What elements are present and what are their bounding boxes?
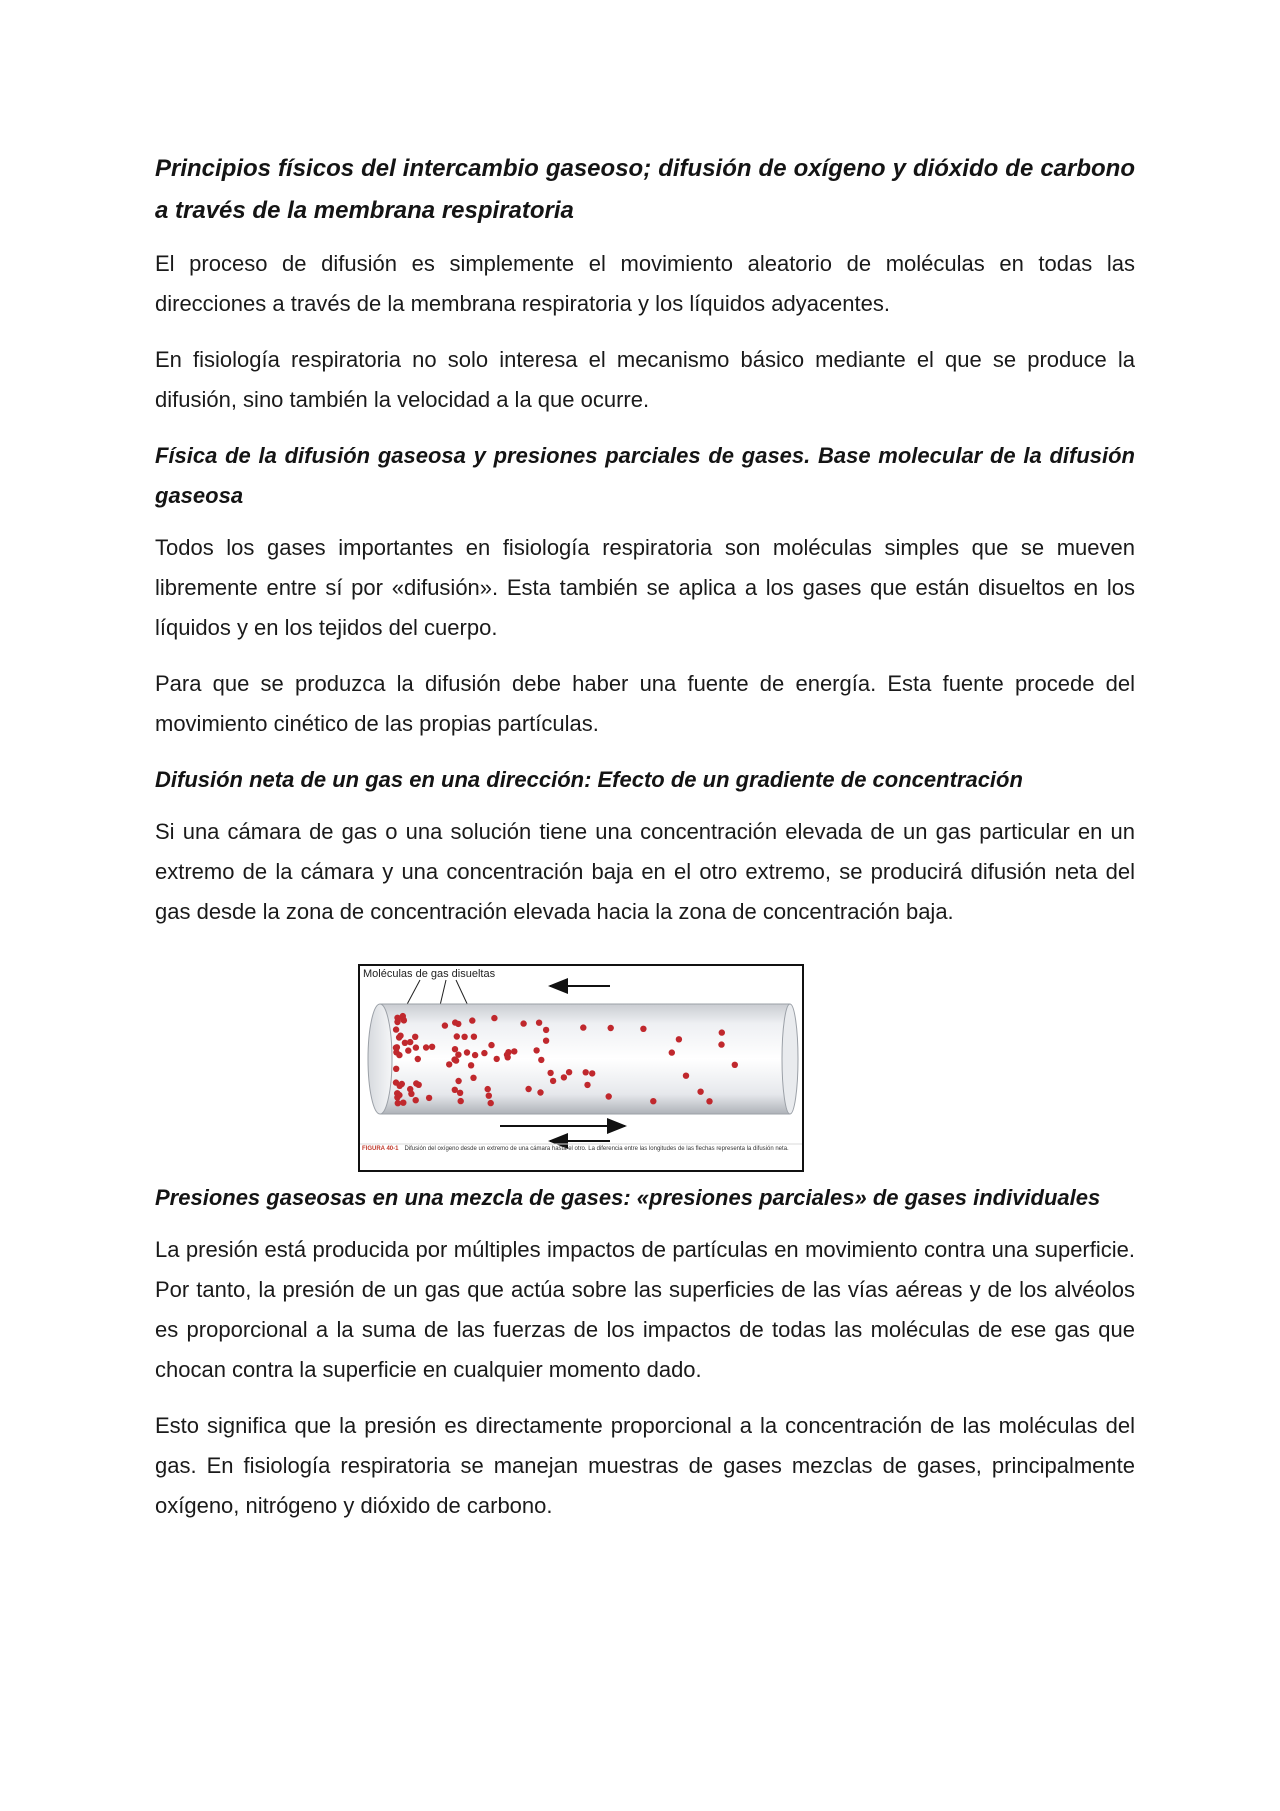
gas-particle <box>446 1061 452 1067</box>
gas-particle <box>538 1057 544 1063</box>
gas-particle <box>452 1046 458 1052</box>
document-body <box>155 148 1135 1542</box>
paragraph: Esto significa que la presión es directamente proporcional a la concentración de las moléculas del gas. En fisiología respiratoria se manejan muestras de gases mezclas de gases, principalmente oxígeno, nitrógeno y dióxido de carbono. <box>155 1413 1135 1518</box>
paragraph: Todos los gases importantes en fisiología respiratoria son moléculas simples que se mueven libremente entre sí por «difusión». Esta también se aplica a los gases que están disueltos en los líquidos y en los tejidos del cuerpo. <box>155 535 1135 640</box>
gas-particle <box>676 1036 682 1042</box>
gas-particle <box>536 1020 542 1026</box>
gas-particle <box>584 1082 590 1088</box>
gas-particle <box>494 1056 500 1062</box>
paragraph: Para que se produzca la difusión debe haber una fuente de energía. Esta fuente procede del movimiento cinético de las propias partículas. <box>155 671 1135 736</box>
gas-particle <box>525 1086 531 1092</box>
gas-particle <box>394 1019 400 1025</box>
paragraph: En fisiología respiratoria no solo interesa el mecanismo básico mediante el que se produce la difusión, sino también la velocidad a la que ocurre. <box>155 347 1135 412</box>
gas-particle <box>471 1034 477 1040</box>
gas-particle <box>543 1027 549 1033</box>
gas-particle <box>718 1041 724 1047</box>
figure-number: FIGURA 40-1 <box>362 1146 399 1152</box>
gas-particle <box>520 1020 526 1026</box>
gas-particle <box>413 1044 419 1050</box>
gas-particle <box>396 1092 402 1098</box>
gas-particle <box>505 1054 511 1060</box>
gas-particle <box>393 1066 399 1072</box>
gas-particle <box>423 1044 429 1050</box>
gas-particle <box>413 1097 419 1103</box>
gas-particle <box>732 1062 738 1068</box>
gas-particle <box>550 1078 556 1084</box>
gas-particle <box>486 1093 492 1099</box>
gas-particle <box>395 1100 401 1106</box>
figure <box>358 964 804 1172</box>
gas-particle <box>561 1074 567 1080</box>
paragraph: El proceso de difusión es simplemente el movimiento aleatorio de moléculas en todas las direcciones a través de la membrana respiratoria y los líquidos adyacentes. <box>155 251 1135 316</box>
section-heading: Presiones gaseosas en una mezcla de gases: «presiones parciales» de gases individuales <box>155 1185 1101 1210</box>
gas-particle <box>458 1098 464 1104</box>
gas-particle <box>533 1047 539 1053</box>
diffusion-figure <box>358 964 804 1172</box>
gas-particle <box>650 1098 656 1104</box>
gas-particle <box>442 1022 448 1028</box>
gas-particle <box>394 1044 400 1050</box>
gas-particle <box>606 1093 612 1099</box>
gas-particle <box>580 1024 586 1030</box>
gas-particle <box>485 1086 491 1092</box>
gas-particle <box>461 1034 467 1040</box>
gas-particle <box>547 1070 553 1076</box>
gas-particle <box>583 1069 589 1075</box>
tube-body <box>380 1004 790 1114</box>
gas-particle <box>405 1047 411 1053</box>
gas-particle <box>469 1017 475 1023</box>
gas-particle <box>669 1049 675 1055</box>
gas-particle <box>412 1034 418 1040</box>
tube-left-end <box>368 1004 392 1114</box>
section-heading: Física de la difusión gaseosa y presiones parciales de gases. Base molecular de la difusión gaseosa <box>155 443 1135 508</box>
gas-particle <box>455 1078 461 1084</box>
gas-particle <box>393 1079 399 1085</box>
paragraph: Si una cámara de gas o una solución tiene una concentración elevada de un gas particular en un extremo de la cámara y una concentración baja en el otro extremo, se producirá difusión neta del gas desde la zona de concentración elevada hacia la zona de concentración baja. <box>155 819 1135 924</box>
gas-particle <box>589 1070 595 1076</box>
gas-particle <box>706 1098 712 1104</box>
figure-caption-text: Difusión del oxígeno desde un extremo de una cámara hasta el otro. La diferencia entre las longitudes de las flechas representa la difusión neta. <box>404 1146 789 1152</box>
paragraph: La presión está producida por múltiples impactos de partículas en movimiento contra una superficie. Por tanto, la presión de un gas que actúa sobre las superficies de las vías aéreas y de los alvéolos es proporcional a la suma de las fuerzas de los impactos de todas las moléculas de ese gas que chocan contra la superficie en cualquier momento dado. <box>155 1237 1135 1382</box>
gas-particle <box>407 1086 413 1092</box>
tube-right-end <box>782 1004 798 1114</box>
diffusion-illustration <box>360 966 802 1170</box>
gas-particle <box>400 1100 406 1106</box>
gas-particle <box>393 1026 399 1032</box>
document-title: Principios físicos del intercambio gaseoso; difusión de oxígeno y dióxido de carbono a través de la membrana respiratoria <box>155 155 1135 224</box>
gas-particle <box>457 1090 463 1096</box>
gas-particle <box>400 1013 406 1019</box>
gas-particle <box>511 1048 517 1054</box>
gas-particle <box>608 1025 614 1031</box>
gas-particle <box>566 1069 572 1075</box>
gas-particle <box>719 1029 725 1035</box>
gas-particle <box>640 1026 646 1032</box>
gas-particle <box>468 1062 474 1068</box>
gas-particle <box>537 1089 543 1095</box>
gas-particle <box>429 1044 435 1050</box>
gas-particle <box>402 1040 408 1046</box>
gas-particle <box>470 1075 476 1081</box>
gas-particle <box>455 1052 461 1058</box>
gas-particle <box>543 1038 549 1044</box>
gas-particle <box>454 1033 460 1039</box>
gas-particle <box>452 1019 458 1025</box>
figure-caption <box>362 1146 798 1168</box>
gas-particle <box>397 1033 403 1039</box>
gas-particle <box>464 1049 470 1055</box>
gas-particle <box>413 1080 419 1086</box>
gas-particle <box>472 1052 478 1058</box>
gas-particle <box>415 1056 421 1062</box>
section-heading: Difusión neta de un gas en una dirección: Efecto de un gradiente de concentración <box>155 767 1023 792</box>
gas-particle <box>488 1100 494 1106</box>
gas-particle <box>697 1089 703 1095</box>
gas-particle <box>481 1050 487 1056</box>
gas-particle <box>488 1042 494 1048</box>
gas-particle <box>491 1015 497 1021</box>
gas-particle <box>683 1073 689 1079</box>
gas-particle <box>426 1095 432 1101</box>
figure-label: Moléculas de gas disueltas <box>363 968 496 980</box>
